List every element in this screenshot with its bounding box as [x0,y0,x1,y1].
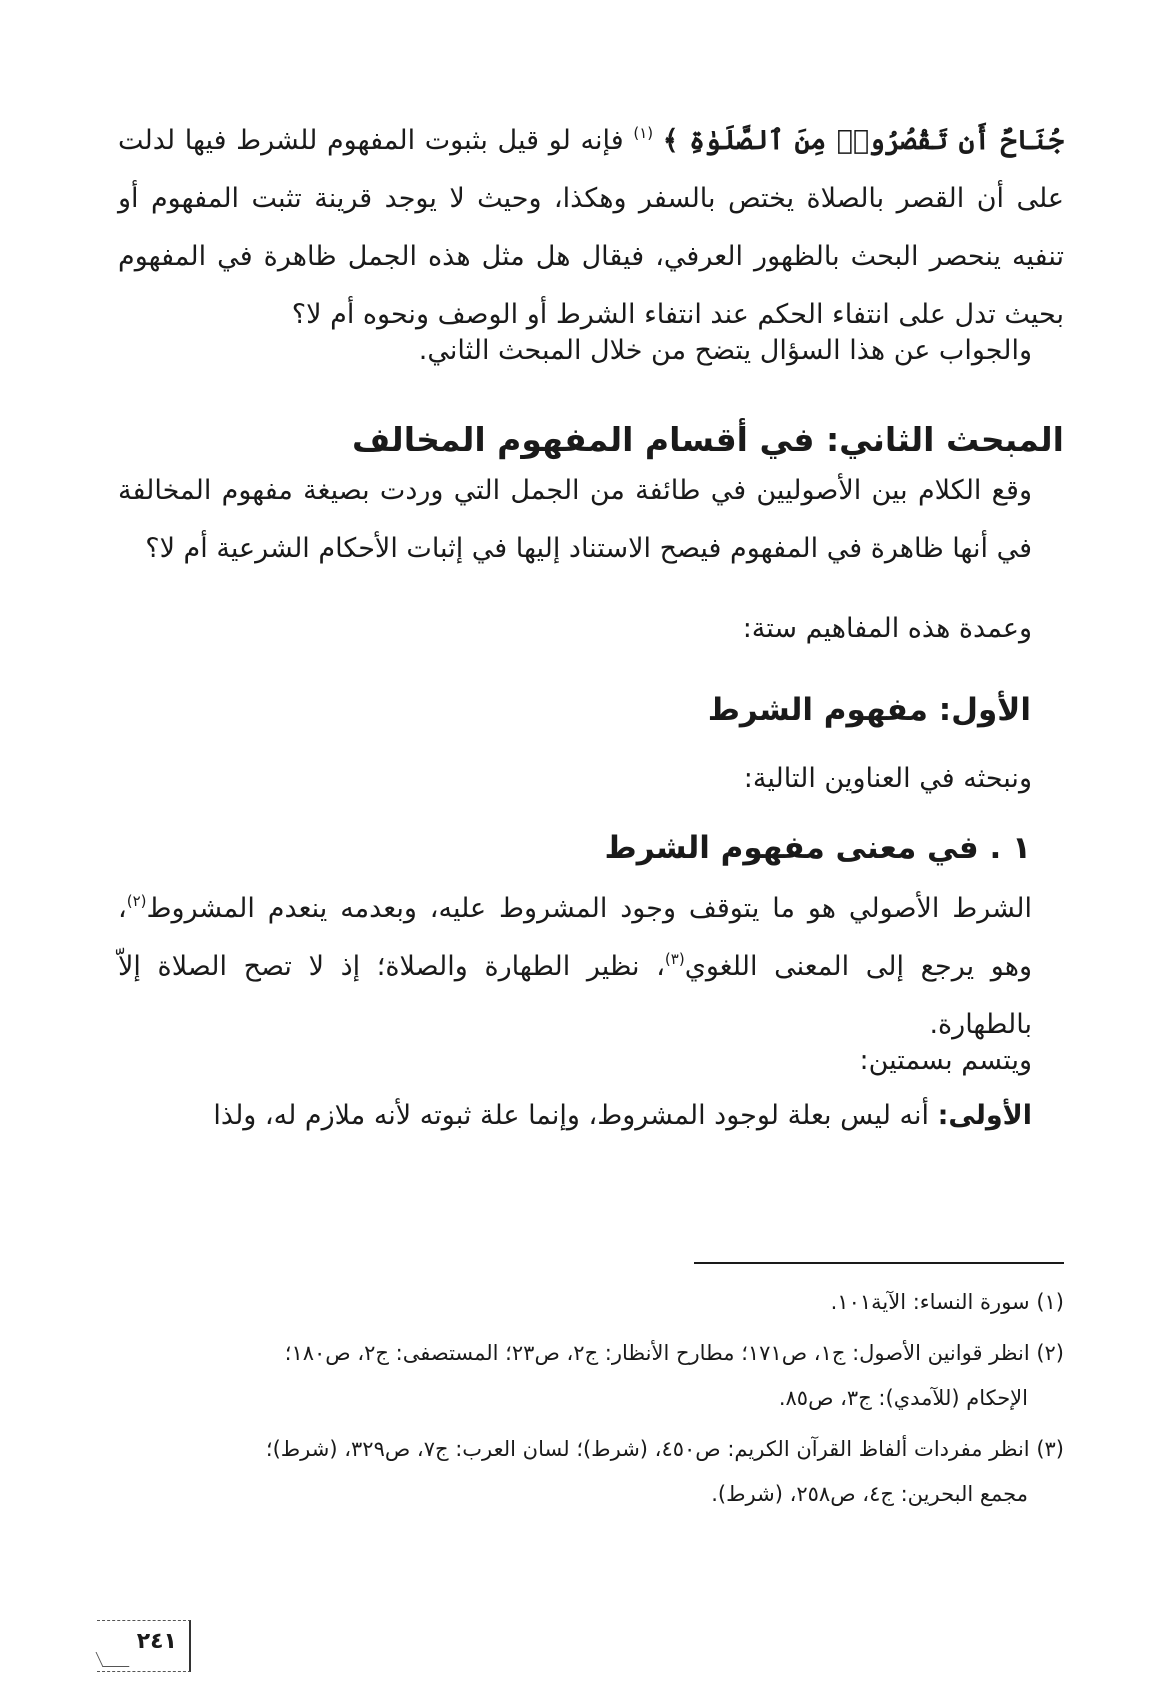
section-heading: المبحث الثاني: في أقسام المفهوم المخالف [352,420,1064,459]
footnote-1-text: (١) سورة النساء: الآية١٠١. [830,1290,1064,1314]
paragraph-4-text: وعمدة هذه المفاهيم ستة: [742,613,1032,644]
subsection-heading-first: الأول: مفهوم الشرط [707,692,1031,728]
paragraph-7 [118,1032,1064,1090]
paragraph-8-label: الأولى: [937,1100,1032,1131]
page-corner-ornament [96,1652,130,1667]
quran-verse: جُنَاحٌ أَن تَقْصُرُوا۟ مِنَ ٱلصَّلَوٰةِ ﴾ [662,125,1064,156]
paragraph-8 [118,1087,1064,1145]
paragraph-5-text: ونبحثه في العناوين التالية: [743,763,1032,794]
paragraph-6 [118,880,1064,1054]
paragraph-3-text: وقع الكلام بين الأصوليين في طائفة من الجمل التي وردت بصيغة مفهوم المخالفة في أنها ظاهرة في المفهوم فيصح الاستناد إليها في إثبات الأحكام الشرعية أم لا؟ [118,475,1032,564]
paragraph-1 [118,112,1064,344]
footnote-1 [118,1280,1064,1325]
paragraph-4 [118,600,1064,658]
paragraph-8-text: أنه ليس بعلة لوجود المشروط، وإنما علة ثبوته لأنه ملازم له، ولذا [213,1100,938,1131]
footnote-divider [694,1262,1064,1264]
paragraph-5 [118,750,1064,808]
footnote-3 [118,1427,1064,1517]
page-number-box [97,1620,191,1672]
paragraph-1-text: فإنه لو قيل بثبوت المفهوم للشرط فيها لدلت على أن القصر بالصلاة يختص بالسفر وهكذا، وحيث لا يوجد قرينة تثبت المفهوم أو تنفيه ينحصر البحث بالظهور العرفي، فيقال هل مثل هذه الجمل ظاهرة في المفهوم بحيث تدل على انتفاء الحكم عند انتفاء الشرط أو الوصف ونحوه أم لا؟ [118,125,1064,330]
page-number: ٢٤١ [136,1629,177,1654]
paragraph-6-part3: ، نظير الطهارة والصلاة؛ إذ لا تصح الصلاة إلاّ بالطهارة. [118,951,1032,1040]
footnote-2-text: (٢) انظر قوانين الأصول: ج١، ص١٧١؛ مطارح الأنظار: ج٢، ص٢٣؛ المستصفى: ج٢، ص١٨٠؛ [284,1341,1064,1365]
paragraph-2 [118,322,1064,380]
paragraph-3 [118,462,1064,578]
footnote-ref-3[interactable]: (٣) [664,950,685,968]
footnote-3-continuation: مجمع البحرين: ج٤، ص٢٥٨، (شرط). [711,1482,1028,1506]
footnote-ref-1[interactable]: (١) [633,124,654,142]
footnote-2-continuation: الإحكام (للآمدي): ج٣، ص٨٥. [778,1386,1028,1410]
paragraph-2-text: والجواب عن هذا السؤال يتضح من خلال المبحث الثاني. [418,335,1032,366]
paragraph-7-text: ويتسم بسمتين: [859,1045,1032,1076]
footnote-3-text: (٣) انظر مفردات ألفاظ القرآن الكريم: ص٤٥٠، (شرط)؛ لسان العرب: ج٧، ص٣٢٩، (شرط)؛ [265,1437,1064,1461]
footnote-2 [118,1331,1064,1421]
paragraph-6-part1: الشرط الأصولي هو ما يتوقف وجود المشروط عليه، وبعدمه ينعدم المشروط [146,893,1032,924]
footnote-ref-2[interactable]: (٢) [126,892,147,910]
subsection-heading-1: ١ . في معنى مفهوم الشرط [604,830,1031,866]
paragraph-6-part2: ، وهو يرجع إلى المعنى اللغوي [118,893,1032,982]
footnotes [118,1280,1064,1523]
